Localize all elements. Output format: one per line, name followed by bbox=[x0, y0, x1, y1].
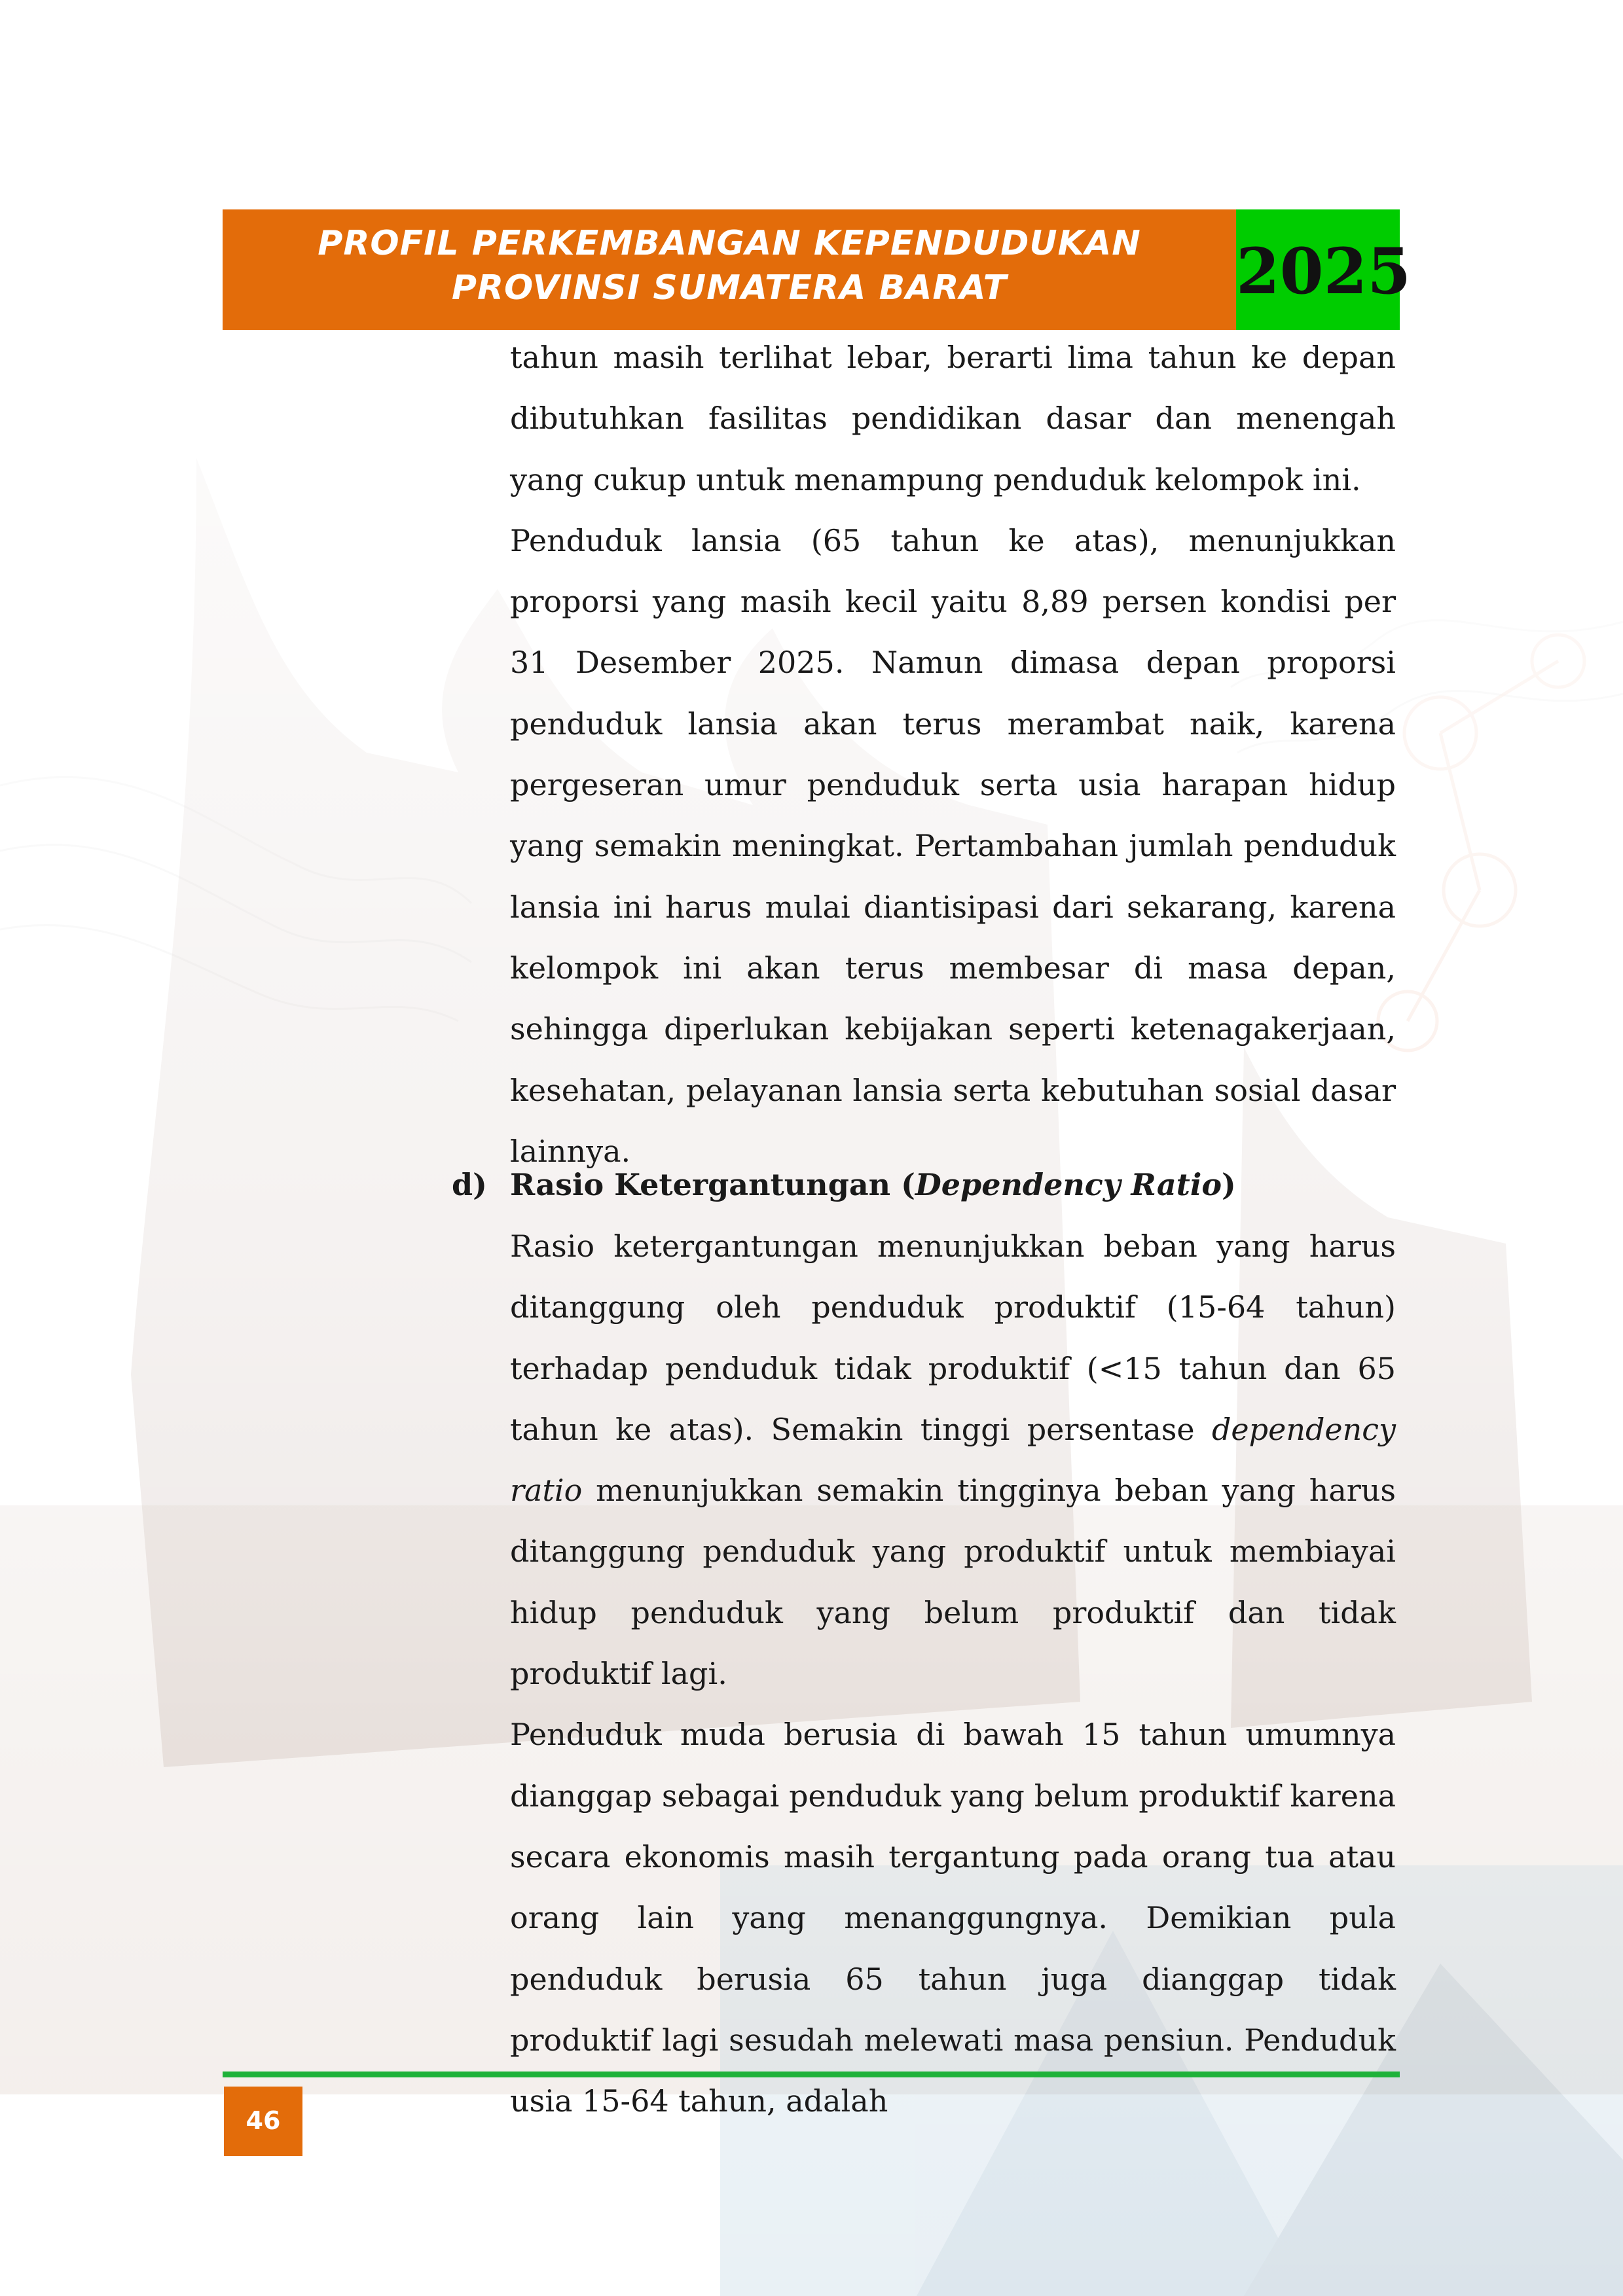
dependency-ratio-term: dependency ratio bbox=[510, 1411, 1396, 1509]
section-d-content bbox=[510, 1216, 1396, 2132]
section-title-italic: Dependency Ratio bbox=[915, 1167, 1222, 1202]
section-d-paragraph-2: Penduduk muda berusia di bawah 15 tahun umumnya dianggap sebagai penduduk yang belum produktif karena secara ekonomis masih tergantung pada orang tua atau orang lain yang menanggungnya. Demikian pula penduduk berusia 65 tahun juga dianggap tidak produktif lagi sesudah melewati masa pensiun. Penduduk usia 15-64 tahun, adalah bbox=[510, 1717, 1396, 2119]
section-heading-d bbox=[452, 1155, 1396, 1215]
section-letter: d) bbox=[452, 1167, 487, 1202]
header-title-line1: PROFIL PERKEMBANGAN KEPENDUDUKAN bbox=[318, 224, 1141, 263]
body-paragraph-1: tahun masih terlihat lebar, berarti lima tahun ke depan dibutuhkan fasilitas pendidikan dasar dan menengah yang cukup untuk menampung penduduk kelompok ini. bbox=[510, 340, 1396, 497]
body-paragraph-2: Penduduk lansia (65 tahun ke atas), menunjukkan proporsi yang masih kecil yaitu 8,89 persen kondisi per 31 Desember 2025. Namun dimasa depan proporsi penduduk lansia akan terus merambat naik, karena pergeseran umur penduduk serta usia harapan hidup yang semakin meningkat. Pertambahan jumlah penduduk lansia ini harus mulai diantisipasi dari sekarang, karena kelompok ini akan terus membesar di masa depan, sehingga diperlukan kebijakan seperti ketenagakerjaan, kesehatan, pelayanan lansia serta kebutuhan sosial dasar lainnya. bbox=[510, 522, 1396, 1169]
section-title-prefix: Rasio Ketergantungan ( bbox=[510, 1167, 915, 1202]
section-d-paragraph-1-part2: menunjukkan semakin tingginya beban yang harus ditanggung penduduk yang produktif untuk membiayai hidup penduduk yang belum produktif dan tidak produktif lagi. bbox=[510, 1473, 1396, 1692]
header-year: 2025 bbox=[1236, 234, 1412, 308]
section-title-suffix: ) bbox=[1222, 1167, 1236, 1202]
section-d-paragraph-1-part1: Rasio ketergantungan menunjukkan beban yang harus ditanggung oleh penduduk produktif (15-64 tahun) terhadap penduduk tidak produktif (<15 tahun dan 65 tahun ke atas). Semakin tinggi persentase bbox=[510, 1229, 1396, 1447]
header-title bbox=[223, 221, 1236, 310]
footer-rule bbox=[223, 2072, 1400, 2077]
page-number: 46 bbox=[246, 2106, 281, 2135]
section-d-paragraph-1 bbox=[510, 1216, 1396, 1704]
header-title-line2: PROVINSI SUMATERA BARAT bbox=[451, 268, 1008, 308]
body-content bbox=[510, 327, 1396, 1182]
